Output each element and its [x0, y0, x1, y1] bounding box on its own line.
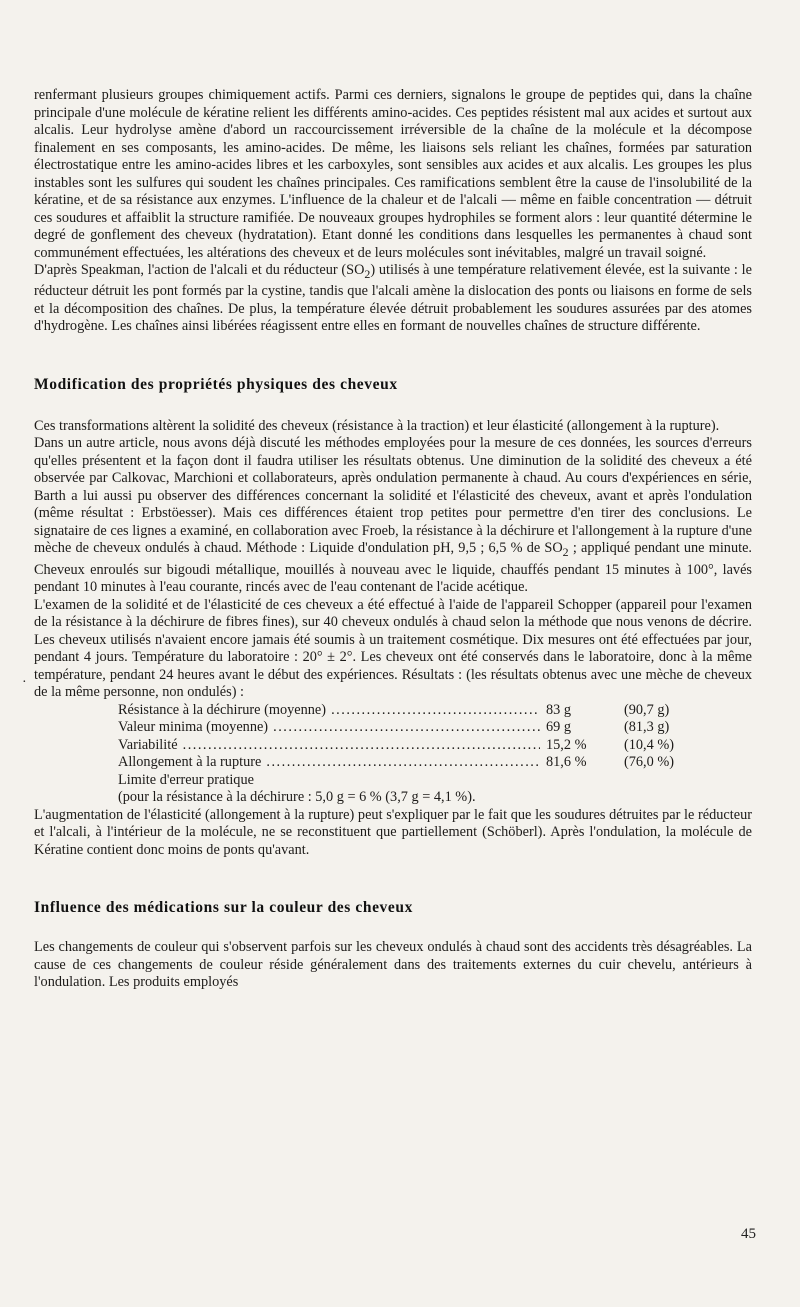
result-label: Valeur minima (moyenne) .....	[118, 719, 540, 737]
result-reference: (76,0 %)	[624, 754, 675, 771]
intro-paragraph-2	[34, 262, 752, 336]
section-heading-hair-color: Influence des médications sur la couleur des cheveux	[34, 899, 413, 917]
error-limit-detail: (pour la résistance à la déchirure : 5,0 g = 6 % (3,7 g = 4,1 %).	[118, 789, 476, 806]
section1-paragraph-2-end: ; appliqué pendant une minute. Cheveux enroulés sur bigoudi métallique, mouillés à nouveau avec le liquide, chauffés pendant 15 minutes à 100°, lavés pendant 10 minutes à l'eau courante, rincés avec de l'eau contenant de l'acide acétique.	[34, 540, 752, 596]
page-body	[34, 87, 752, 992]
so2-subscript: 2	[364, 266, 371, 281]
margin-mark: ·	[22, 675, 27, 690]
intro-paragraph-1: renfermant plusieurs groupes chimiquement actifs. Parmi ces derniers, signalons le groupe de peptides qui, dans la chaîne principale d'une molécule de kératine relient les différents amino-acides. Ces peptides résistent mal aux acides et surtout aux alcalis. Leur hydrolyse amène d'abord un raccourcissement irréversible de la chaîne de la molécule et la décompose finalement en ses composants, les amino-acides. De même, les liaisons sels reliant les chaînes, formées par saturation électrostatique entre les amino-acides libres et les carboxyles, sont sensibles aux acides et aux alcalis. Les groupes les plus instables sont les sulfures qui soudent les chaînes principales. Ces ramifications semblent être la cause de l'insolubilité de la kératine, et de sa résistance aux enzymes. L'influence de la chaleur et de l'alcali — même en faible concentration — détruit ces soudures et affaiblit la structure ramifiée. De nouveaux groupes hydrophiles se forment alors : leur quantité détermine le degré de gonflement des cheveux (hydratation). Etant donné les conditions dans lesquelles les permanentes à chaud sont communément effectuées, les altérations des cheveux et de leurs molécules sont inévitables, malgré un travail soigné.	[34, 87, 752, 261]
section1-paragraph-2	[34, 435, 752, 596]
section1-paragraph-4: L'augmentation de l'élasticité (allongement à la rupture) peut s'expliquer par le fait que les soudures détruites par le réducteur et l'alcali, à l'intérieur de la molécule, ne se reconstituent que partiellement (Schöberl). Après l'ondulation, la molécule de Kératine contient donc moins de ponts qu'avant.	[34, 806, 752, 858]
result-label: Variabilité .....	[118, 737, 540, 755]
page-number: 45	[741, 1226, 756, 1242]
results-row	[118, 719, 678, 737]
results-row	[118, 702, 678, 720]
result-reference: (90,7 g)	[624, 701, 670, 718]
result-reference: (81,3 g)	[624, 719, 670, 736]
error-limit-label: Limite d'erreur pratique	[118, 771, 254, 788]
section1-paragraph-2-start: Dans un autre article, nous avons déjà discuté les méthodes employées pour la mesure de ces données, les sources d'erreurs qu'elles présentent et la façon dont il faudra utiliser les résultats obtenus. Une diminution de la solidité des cheveux a été observée par Calkovac, Marchioni et collaborateurs, après ondulation permanente à chaud. Au cours d'expériences en série, Barth a lui aussi pu observer des différences concernant la solidité et l'élasticité des cheveux, avant et après l'ondulation (même résultat : Erbstöesser). Mais ces différences étaient trop petites pour permettre d'en tirer des conclusions. Le signataire de ces lignes a examiné, en collaboration avec Froeb, la résistance à la déchirure et l'allongement à la rupture d'une mèche de cheveux ondulés à chaud. Méthode : Liquide d'ondulation pH, 9,5 ; 6,5 % de SO	[34, 435, 752, 557]
results-table	[118, 702, 678, 807]
result-value: 81,6 %	[546, 754, 587, 771]
section2-paragraph-1: Les changements de couleur qui s'observent parfois sur les cheveux ondulés à chaud sont des accidents très désagréables. La cause de ces changements de couleur réside généralement dans des traitements externes du cuir chevelu, antérieurs à l'ondulation. Les produits employés	[34, 939, 752, 991]
result-reference: (10,4 %)	[624, 736, 675, 753]
result-value: 69 g	[546, 719, 572, 736]
result-value: 15,2 %	[546, 736, 587, 753]
section-heading-physical-properties: Modification des propriétés physiques des cheveux	[34, 375, 398, 393]
section1-paragraph-1: Ces transformations altèrent la solidité des cheveux (résistance à la traction) et leur élasticité (allongement à la rupture).	[34, 417, 720, 434]
result-label: Résistance à la déchirure (moyenne) .....	[118, 702, 540, 720]
result-label: Allongement à la rupture .....	[118, 754, 540, 772]
results-row	[118, 737, 678, 755]
section1-paragraph-3: L'examen de la solidité et de l'élasticité de ces cheveux a été effectué à l'aide de l'appareil Schopper (appareil pour l'examen de la résistance à la déchirure de fibres fines), sur 40 cheveux ondulés à chaud selon la méthode que nous venons de décrire. Les cheveux utilisés n'avaient encore jamais été soumis à un traitement cosmétique. Dix mesures ont été effectuées par jour, pendant 4 jours. Température du laboratoire : 20° ± 2°. Les cheveux ont été conservés dans le laboratoire, donc à la même température, pendant 24 heures avant le début des expériences. Résultats : (les résultats obtenus avec une mèche de cheveux de la même personne, non ondulés) :	[34, 596, 752, 701]
intro-paragraph-2-end: ) utilisés à une température relativement élevée, est la suivante : le réducteur détruit les pont formés par la cystine, tandis que l'alcali amène la dislocation des ponts ou liaisons en forme de sels et la décomposition des chaînes. De plus, la température élevée détruit probablement les soudures assurées par des atomes d'hydrogène. Les chaînes ainsi libérées réagissent entre elles en formant de nouvelles chaînes de structure différente.	[34, 262, 752, 335]
result-value: 83 g	[546, 701, 572, 718]
intro-paragraph-2-start: D'après Speakman, l'action de l'alcali et du réducteur (SO	[34, 262, 365, 278]
so2-subscript: 2	[562, 545, 569, 560]
results-row	[118, 754, 678, 772]
